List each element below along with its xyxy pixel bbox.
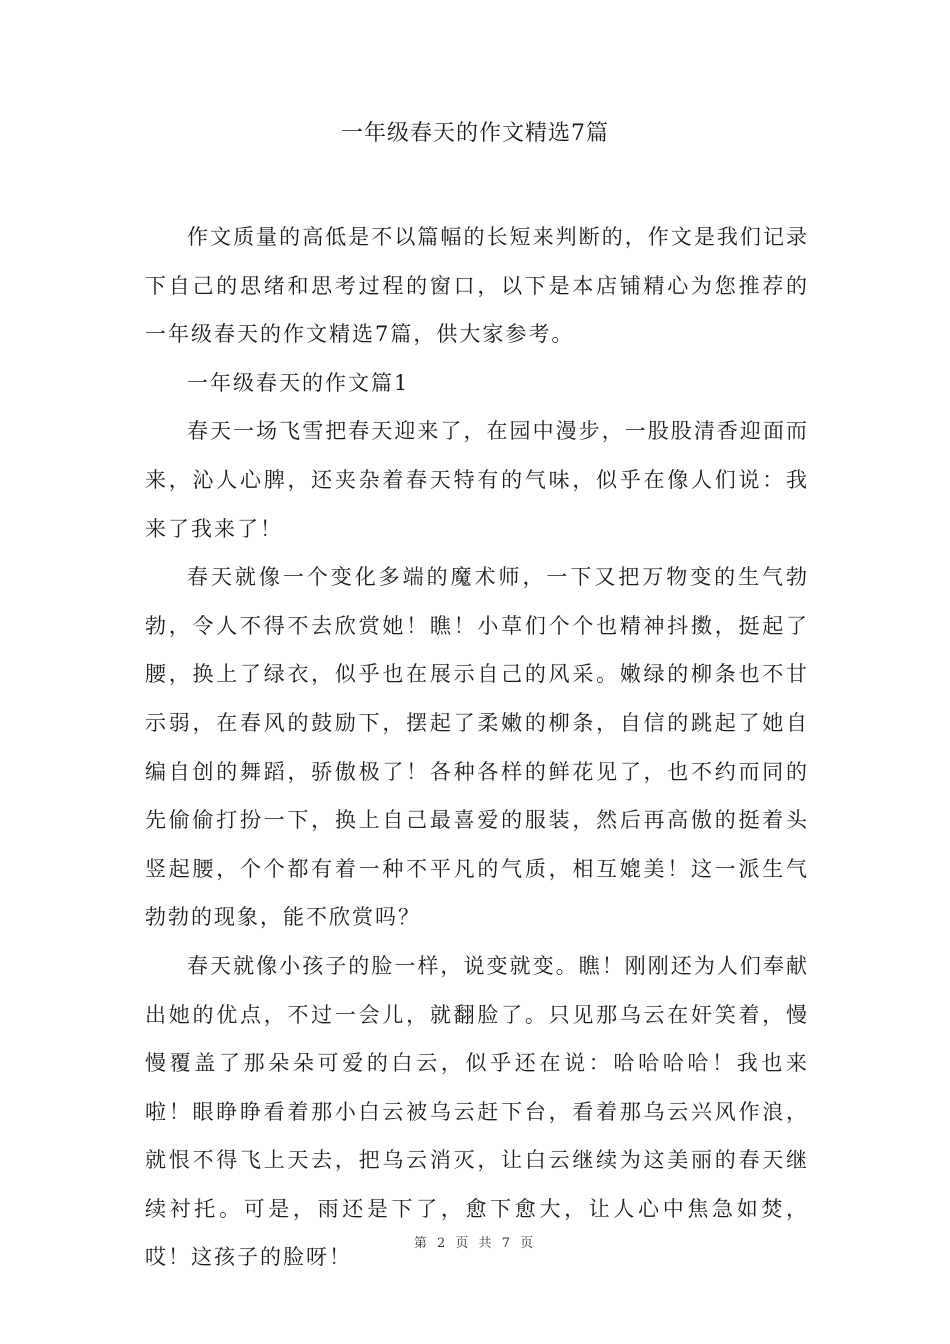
section-heading: 一年级春天的作文篇1 bbox=[187, 370, 410, 395]
intro-paragraph: 作文质量的高低是不以篇幅的长短来判断的，作文是我们记录下自己的思绪和思考过程的窗口，以下是本店铺精心为您推荐的一年级春天的作文精选7篇，供大家参考。 bbox=[145, 225, 809, 347]
page-number: 第 2 页 共 7 页 bbox=[413, 1236, 537, 1251]
body-paragraph: 春天就像小孩子的脸一样，说变就变。瞧！刚刚还为人们奉献出她的优点，不过一会儿，就翻脸了。只见那乌云在奸笑着，慢慢覆盖了那朵朵可爱的白云，似乎还在说：哈哈哈哈！我也来啦！眼睁睁看着那小白云被乌云赶下台，看着那乌云兴风作浪，就恨不得飞上天去，把乌云消灭，让白云继续为这美丽的春天继续衬托。可是，雨还是下了，愈下愈大，让人心中焦急如焚，哎！这孩子的脸呀！ bbox=[145, 953, 809, 1270]
body-paragraph: 春天一场飞雪把春天迎来了，在园中漫步，一股股清香迎面而来，沁人心脾，还夹杂着春天特有的气味，似乎在像人们说：我来了我来了！ bbox=[145, 419, 809, 541]
document-body bbox=[145, 213, 809, 1282]
document-title: 一年级春天的作文精选7篇 bbox=[341, 121, 609, 146]
body-paragraph: 春天就像一个变化多端的魔术师，一下又把万物变的生气勃勃，令人不得不去欣赏她！瞧！小草们个个也精神抖擞，挺起了腰，换上了绿衣，似乎也在展示自己的风采。嫩绿的柳条也不甘示弱，在春风的鼓励下，摆起了柔嫩的柳条，自信的跳起了她自编自创的舞蹈，骄傲极了！各种各样的鲜花见了，也不约而同的先偷偷打扮一下，换上自己最喜爱的服装，然后再高傲的挺着头竖起腰，个个都有着一种不平凡的气质，相互媲美！这一派生气勃勃的现象，能不欣赏吗？ bbox=[145, 565, 809, 930]
